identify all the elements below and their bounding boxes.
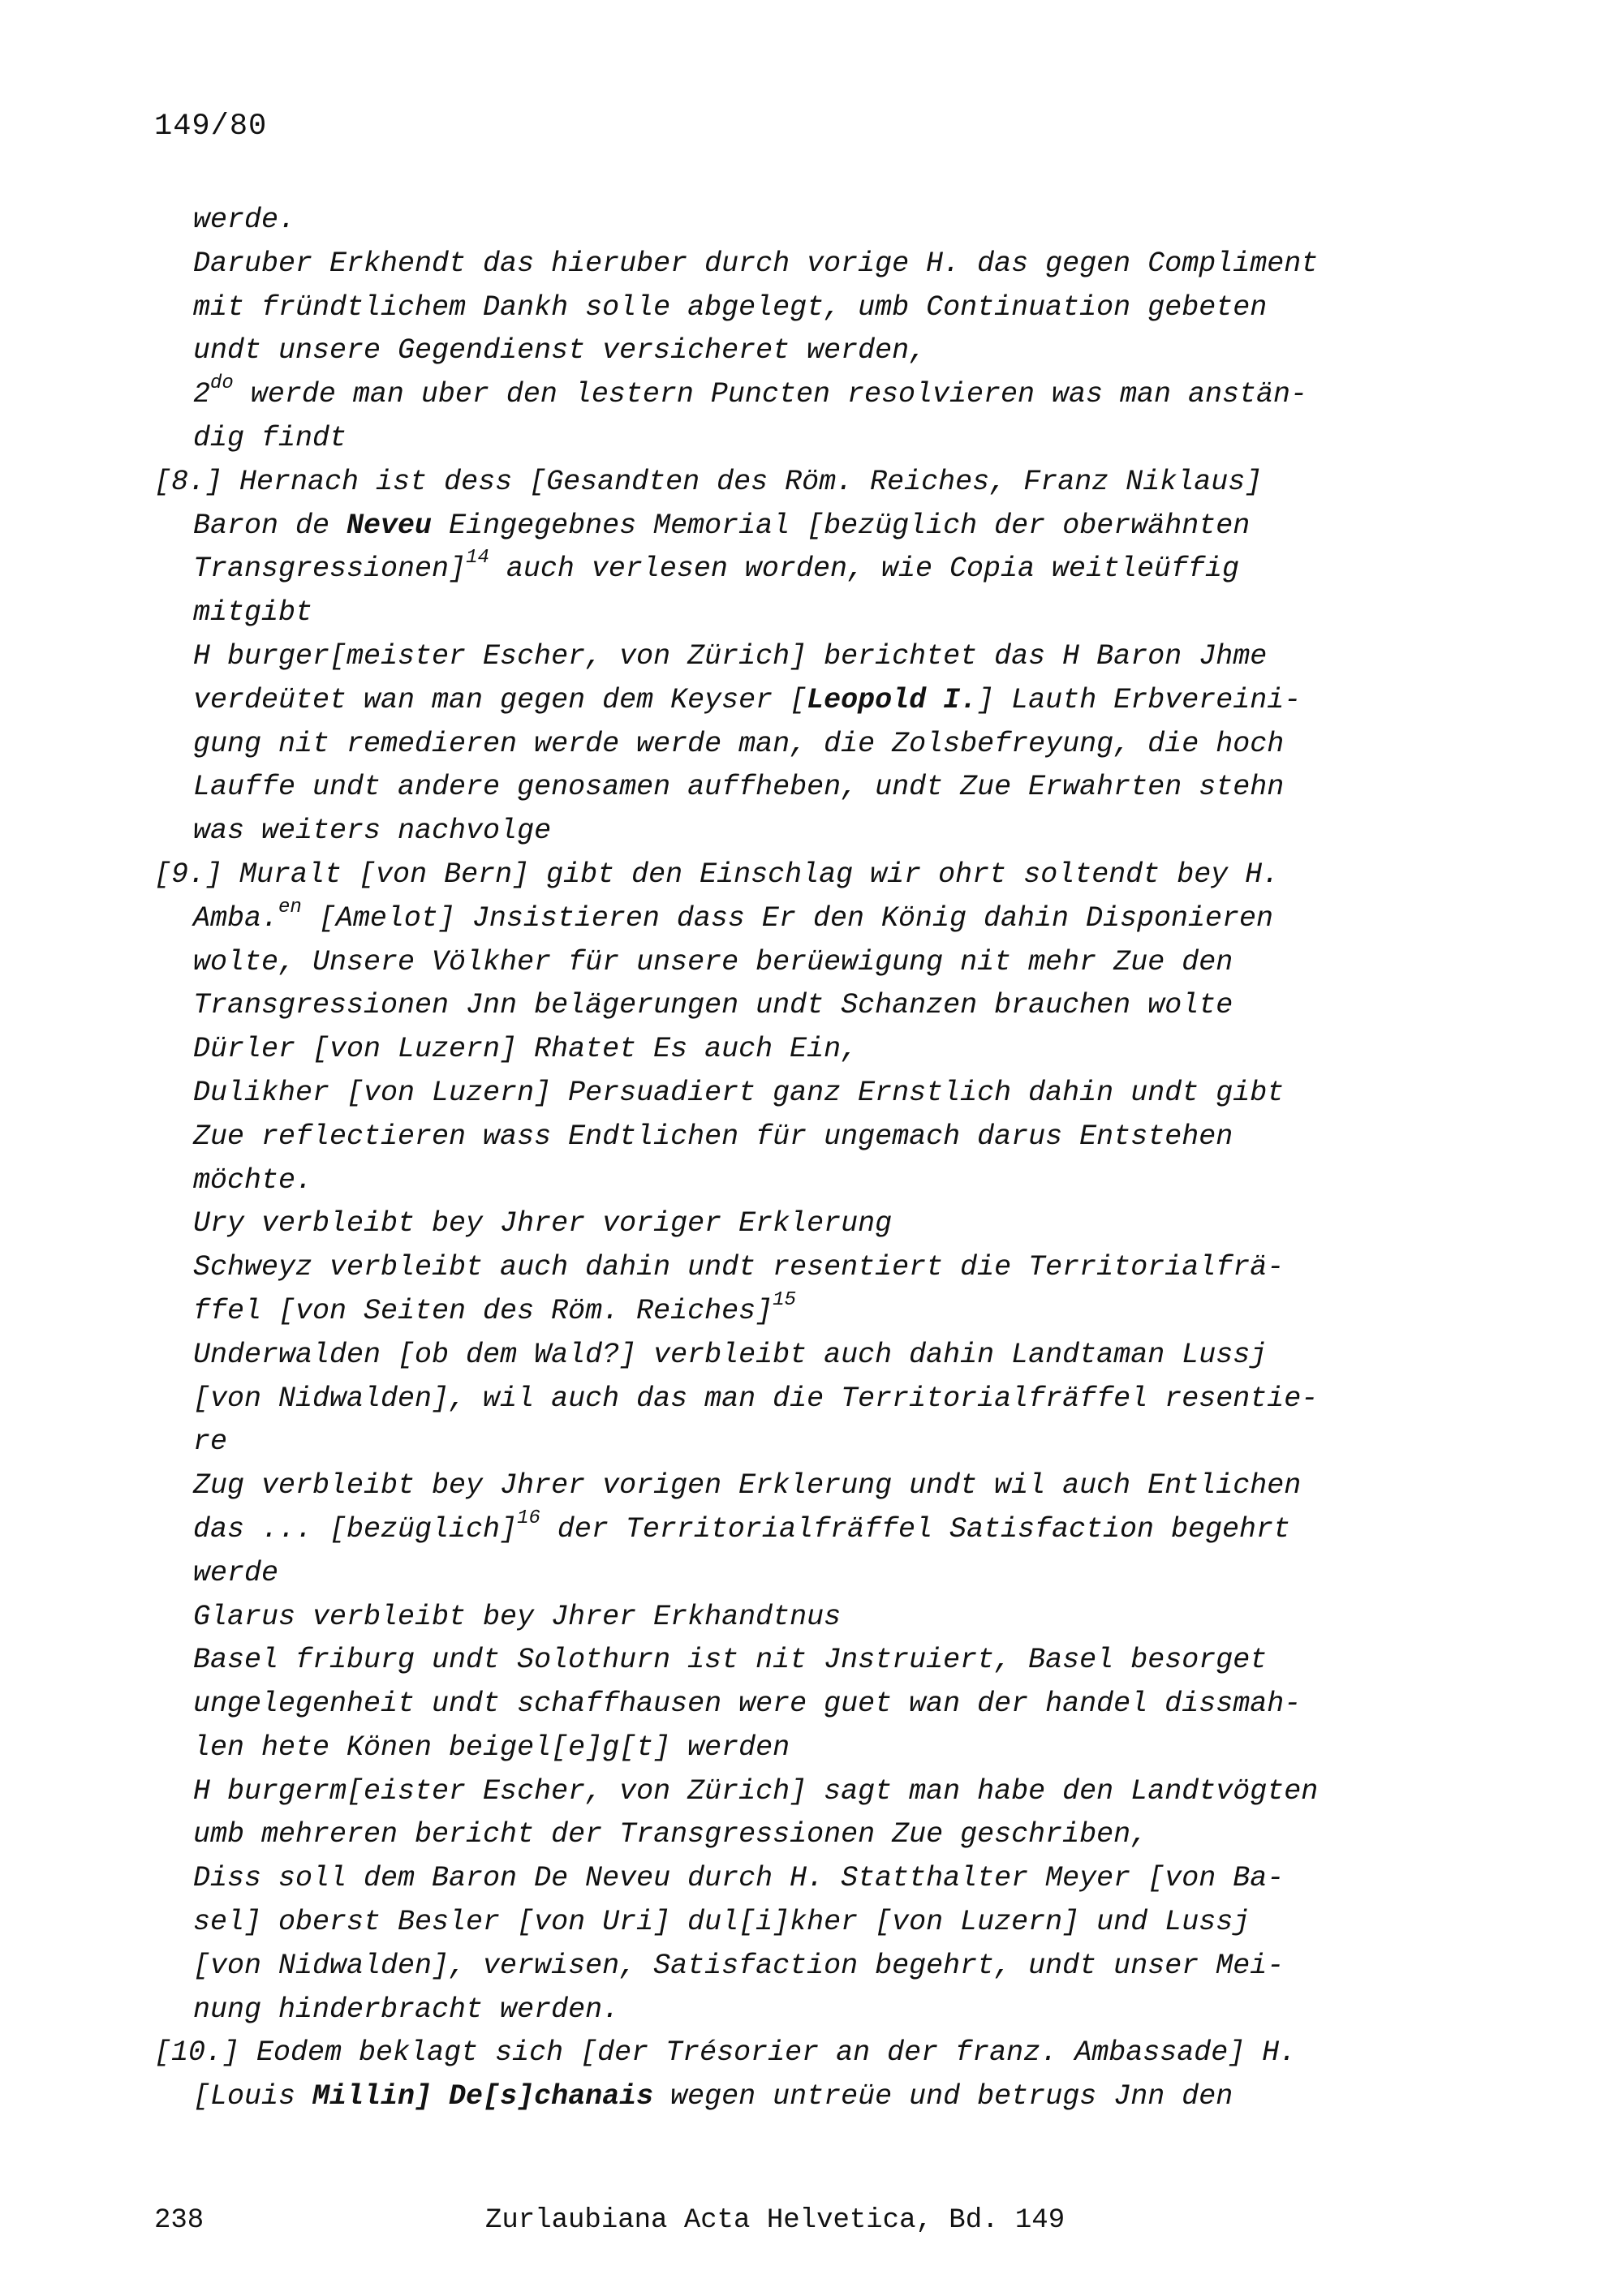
text-line: re — [193, 1425, 228, 1459]
text-line: Dürler [von Luzern] Rhatet Es auch Ein, — [193, 1033, 859, 1066]
text-line: mitgibt — [193, 596, 313, 630]
text-line: Ury verbleibt bey Jhrer voriger Erklerung — [193, 1207, 893, 1240]
text-line: $2^{do}$ werde man uber den lestern Puncten resolvieren was man anstän- — [193, 372, 1308, 411]
text-line: werde. — [193, 204, 296, 236]
text-line: Dulikher [von Luzern] Persuadiert ganz Ernstlich dahin undt gibt — [193, 1076, 1285, 1109]
transcription-body — [154, 199, 1420, 2119]
person-name: Neveu — [347, 509, 433, 542]
text-line: Baron de Neveu Eingegebnes Memorial [bezüglich der oberwähnten — [193, 509, 1251, 542]
text-line: ffel [von Seiten des Röm. Reiches]$^{15}$ — [193, 1289, 796, 1327]
footnote-ref: 16 — [517, 1507, 540, 1530]
paragraph-number: [8.] — [154, 465, 240, 498]
text-line: sel] oberst Besler [von Uri] dul[i]kher [von Luzern] und Lussj — [193, 1906, 1251, 1939]
paragraph-number: [9.] — [154, 858, 240, 891]
text-line: was weiters nachvolge — [193, 815, 552, 848]
text-line: Basel friburg undt Solothurn ist nit Jnstruiert, Basel besorget — [193, 1644, 1268, 1677]
text-line: undt unsere Gegendienst versicheret werden, — [193, 334, 927, 368]
text-line: verdeütet wan man gegen dem Keyser [Leopold I.] Lauth Erbvereini- — [193, 683, 1302, 716]
paragraph-number: [10.] — [154, 2036, 257, 2070]
text-line: [von Nidwalden], verwisen, Satisfaction begehrt, undt unser Mei- — [193, 1949, 1285, 1982]
text-line: dig findt — [193, 421, 347, 454]
text-line: [10.] Eodem beklagt sich [der Trésorier an der franz. Ambassade] H. — [154, 2036, 1297, 2070]
footnote-ref: 15 — [773, 1289, 796, 1312]
text-line: H burgerm[eister Escher, von Zürich] sagt man habe den Landtvögten — [193, 1774, 1319, 1808]
text-line: Underwalden [ob dem Wald?] verbleibt auch dahin Landtaman Lussj — [193, 1338, 1268, 1371]
text-line: [8.] Hernach ist dess [Gesandten des Röm. Reiches, Franz Niklaus] — [154, 465, 1263, 498]
text-line: [von Nidwalden], wil auch das man die Territorialfräffel resentie- — [193, 1382, 1319, 1415]
text-line: umb mehreren bericht der Transgressionen Zue geschriben, — [193, 1818, 1148, 1851]
text-line: Daruber Erkhendt das hieruber durch vorige H. das gegen Compliment — [193, 247, 1319, 280]
person-name: Leopold I. — [807, 683, 978, 716]
text-line: mit fründtlichem Dankh solle abgelegt, umb Continuation gebeten — [193, 290, 1268, 324]
text-line: Lauffe undt andere genosamen auffheben, undt Zue Erwahrten stehn — [193, 771, 1285, 804]
footnote-ref: 14 — [466, 547, 489, 570]
text-line: das ... [bezüglich]$^{16}$ der Territorialfräffel Satisfaction begehrt — [193, 1507, 1291, 1546]
text-line: Zug verbleibt bey Jhrer vorigen Erklerung undt wil auch Entlichen — [193, 1469, 1302, 1503]
page-number: 238 — [154, 2205, 204, 2236]
person-name: Millin] De[s]chanais — [312, 2080, 654, 2113]
text-line: möchte. — [193, 1163, 313, 1197]
text-line: ungelegenheit undt schaffhausen were guet wan der handel dissmah- — [193, 1688, 1302, 1721]
text-line: gung nit remedieren werde werde man, die Zolsbefreyung, die hoch — [193, 727, 1285, 760]
text-line: Transgressionen Jnn belägerungen undt Schanzen brauchen wolte — [193, 989, 1233, 1022]
text-line: Glarus verbleibt bey Jhrer Erkhandtnus — [193, 1600, 842, 1633]
text-line: [9.] Muralt [von Bern] gibt den Einschlag wir ohrt soltendt bey H. — [154, 858, 1280, 891]
text-line: Amba.$^{en}$ [Amelot] Jnsistieren dass Er den König dahin Disponieren — [193, 896, 1274, 935]
publication-title: Zurlaubiana Acta Helvetica, Bd. 149 — [485, 2205, 1065, 2236]
text-line: H burger[meister Escher, von Zürich] berichtet das H Baron Jhme — [193, 639, 1268, 673]
text-line: Transgressionen]$^{14}$ auch verlesen worden, wie Copia weitleüffig — [193, 547, 1240, 586]
text-line: Schweyz verbleibt auch dahin undt resentiert die Territorialfrä- — [193, 1251, 1285, 1284]
text-line: werde — [193, 1556, 279, 1589]
text-line: [Louis Millin] De[s]chanais wegen untreüe und betrugs Jnn den — [193, 2080, 1233, 2113]
text-line: Diss soll dem Baron De Neveu durch H. Statthalter Meyer [von Ba- — [193, 1862, 1285, 1895]
text-line: nung hinderbracht werden. — [193, 1993, 620, 2026]
text-line: wolte, Unsere Völkher für unsere berüewigung nit mehr Zue den — [193, 945, 1233, 978]
text-line: len hete Könen beigel[e]g[t] werden — [193, 1731, 790, 1764]
superscript: do — [210, 372, 234, 395]
page-id: 149/80 — [154, 110, 268, 144]
superscript: en — [278, 896, 302, 918]
text-line: Zue reflectieren wass Endtlichen für ungemach darus Entstehen — [193, 1120, 1233, 1153]
